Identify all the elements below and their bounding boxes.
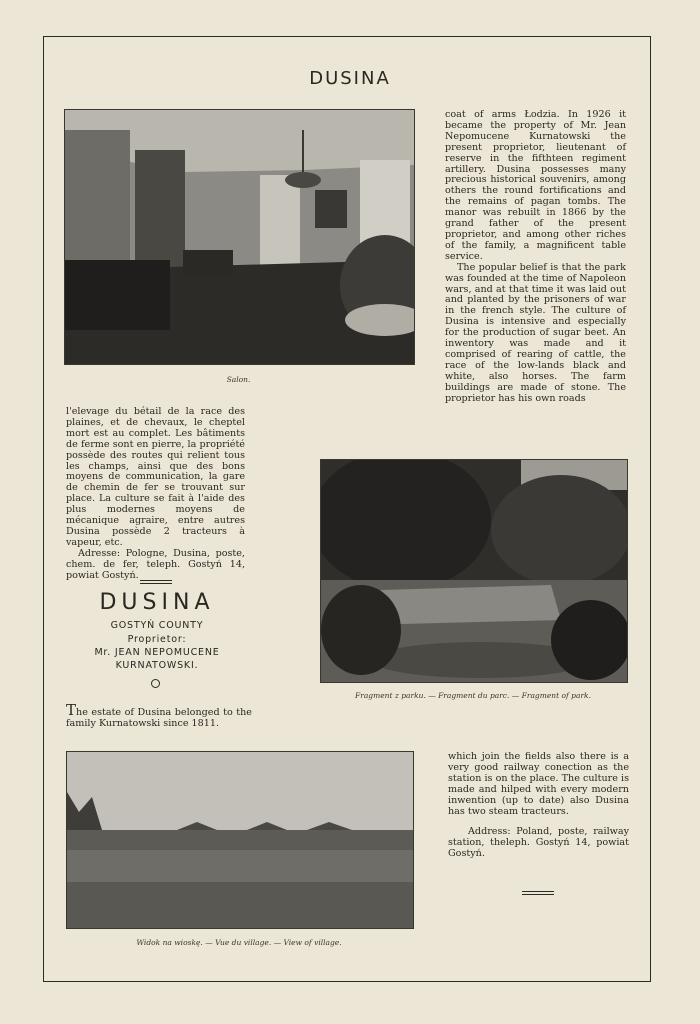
paragraph: coat of arms Łodzia. In 1926 it became the property of Mr. Jean Nepomucene Kurnatowski the present proprietor, lieutenant of reserve in the fifthteen regiment artillery. Dusina possesses many precious historical souvenirs, among others the round fortifications and the remains of pagan tombs. The manor was rebuilt in 1866 by the grand father of the present proprietor, and among other riches of the family, a magnificent table service. — [445, 109, 626, 262]
divider — [522, 894, 554, 895]
text-column-right-bottom — [448, 752, 629, 860]
village-caption: Widok na wioskę. — Vue du village. — View of village. — [136, 938, 342, 947]
paragraph: The popular belief is that the park was founded at the time of Napoleon wars, and at that time it was laid out and planted by the prisoners of war in the french style. The culture of Dusina is intensive and especially for the production of sugar beet. An inwentory was made and it comprised of rearing of cattle, the race of the low-lands black and white, also horses. The farm buildings are made of stone. The proprietor has his own roads — [445, 261, 626, 404]
paragraph: l'elevage du bétail de la race des plaines, et de chevaux, le cheptel mort est au complet. Les bâtiments de ferme sont en pierre, la propriété possède des routes qui relient tous les champs, ainsi que des bons moyens de communication, la gare de chemin de fer se trouvant sur place. La culture se fait à l'aide des plus modernes moyens de mécanique agraire, entre autres Dusina possède 2 tracteurs à vapeur, etc. — [66, 406, 245, 548]
ornament-circle — [151, 679, 160, 688]
estate-name: DUSINA — [99, 590, 215, 615]
drop-cap: T — [66, 701, 77, 719]
county: GOSTYŃ COUNTY — [110, 620, 204, 631]
park-caption: Fragment z parku. — Fragment du parc. — Fragment of park. — [355, 691, 591, 700]
divider — [140, 580, 172, 581]
divider — [140, 583, 172, 584]
text-column-right-top — [445, 110, 626, 404]
proprietor-name: Mr. JEAN NEPOMUCENE — [94, 647, 220, 658]
page-title: DUSINA — [309, 68, 391, 89]
divider — [522, 891, 554, 892]
intro-text — [66, 701, 252, 730]
paragraph: Address: Poland, poste, railway station, theleph. Gostyń 14, powiat Gostyń. — [448, 826, 629, 860]
proprietor-name: KURNATOWSKI. — [115, 660, 199, 671]
salon-caption: Salon. — [226, 375, 251, 384]
text-column-left-french — [66, 407, 245, 582]
village-photo — [66, 751, 414, 929]
park-photo — [320, 459, 628, 683]
paragraph: which join the fields also there is a very good railway conection as the station is on the place. The culture is made and hilped with every modern inwention (up to date) also Dusina has two steam tracteurs. — [448, 751, 629, 817]
proprietor-label: Proprietor: — [127, 634, 187, 645]
intro-sentence: he estate of Dusina belonged to the family Kurnatowski since 1811. — [66, 707, 252, 729]
salon-photo — [64, 109, 415, 365]
paragraph: Adresse: Pologne, Dusina, poste, chem. de fer, teleph. Gostyń 14, powiat Gostyń. — [66, 547, 245, 581]
